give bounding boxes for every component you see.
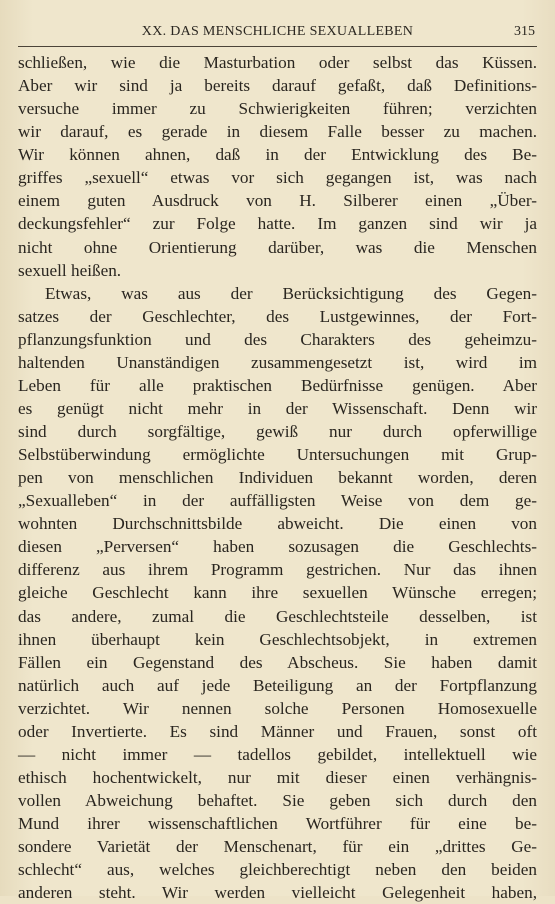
text-line: pen von menschlichen Individuen bekannt worden, deren <box>18 468 537 488</box>
page-number: 315 <box>514 24 535 39</box>
text-line: diesen „Perversen“ haben sozusagen die Geschlechts- <box>18 537 537 557</box>
text-line: wohnten Durchschnittsbilde abweicht. Die einen von <box>18 514 537 534</box>
text-line: nicht ohne Orientierung darüber, was die Menschen <box>18 237 537 257</box>
text-line: das andere, zumal die Geschlechtsteile desselben, ist <box>18 606 537 626</box>
text-line: anderen steht. Wir werden vielleicht Gelegenheit haben, <box>18 883 537 903</box>
text-line: einem guten Ausdruck von H. Silberer einen „Über- <box>18 191 537 211</box>
chapter-title: XX. DAS MENSCHLICHE SEXUALLEBEN <box>141 24 414 39</box>
text-line: sondere Varietät der Menschenart, für ein „drittes Ge- <box>18 837 537 857</box>
text-line: gleiche Geschlecht kann ihre sexuellen Wünsche erregen; <box>18 583 537 603</box>
text-line: — nicht immer — tadellos gebildet, intellektuell wie <box>18 744 537 764</box>
text-line: pflanzungsfunktion und des Charakters des geheimzu- <box>18 329 537 349</box>
text-line: ihnen überhaupt kein Geschlechtsobjekt, in extremen <box>18 629 537 649</box>
text-line: „Sexualleben“ in der auffälligsten Weise von dem ge- <box>18 491 537 511</box>
body-text <box>18 51 537 904</box>
text-line: Aber wir sind ja bereits darauf gefaßt, daß Definitions- <box>18 76 537 96</box>
text-line: griffes „sexuell“ etwas vor sich gegangen ist, was nach <box>18 168 537 188</box>
text-line: es genügt nicht mehr in der Wissenschaft. Denn wir <box>18 398 537 418</box>
text-line: Mund ihrer wissenschaftlichen Wortführer für eine be- <box>18 814 537 834</box>
text-line: schlecht“ aus, welches gleichberechtigt neben den beiden <box>18 860 537 880</box>
text-line: deckungsfehler“ zur Folge hatte. Im ganzen sind wir ja <box>18 214 537 234</box>
text-line: versuche immer zu Schwierigkeiten führen; verzichten <box>18 99 537 119</box>
text-line: differenz aus ihrem Programm gestrichen. Nur das ihnen <box>18 560 537 580</box>
text-line: Wir können ahnen, daß in der Entwicklung des Be- <box>18 145 537 165</box>
text-line: oder Invertierte. Es sind Männer und Frauen, sonst oft <box>18 721 537 741</box>
text-line: ethisch hochentwickelt, nur mit dieser einen verhängnis- <box>18 767 537 787</box>
paragraph-first-line: Etwas, was aus der Berücksichtigung des Gegen- <box>45 283 537 303</box>
text-line: verzichtet. Wir nennen solche Personen Homosexuelle <box>18 698 537 718</box>
text-line: schließen, wie die Masturbation oder selbst das Küssen. <box>18 53 537 72</box>
running-header <box>18 20 537 47</box>
text-line: vollen Abweichung behaftet. Sie geben sich durch den <box>18 791 537 810</box>
paragraph-end-line: sexuell heißen. <box>18 260 122 280</box>
text-line: Fällen ein Gegenstand des Abscheus. Sie haben damit <box>18 652 537 672</box>
text-line: satzes der Geschlechter, des Lustgewinnes, der Fort- <box>18 306 537 326</box>
text-line: Selbstüberwindung ermöglichte Untersuchungen mit Grup- <box>18 445 537 465</box>
text-line: sind durch sorgfältige, gewiß nur durch opferwillige <box>18 422 537 441</box>
text-line: natürlich auch auf jede Beteiligung an der Fortpflanzung <box>18 675 537 695</box>
text-line: haltenden Unanständigen zusammengesetzt ist, wird im <box>18 352 537 372</box>
text-line: Leben für alle praktischen Bedürfnisse genügen. Aber <box>18 375 537 395</box>
text-line: wir darauf, es gerade in diesem Falle besser zu machen. <box>18 122 537 142</box>
